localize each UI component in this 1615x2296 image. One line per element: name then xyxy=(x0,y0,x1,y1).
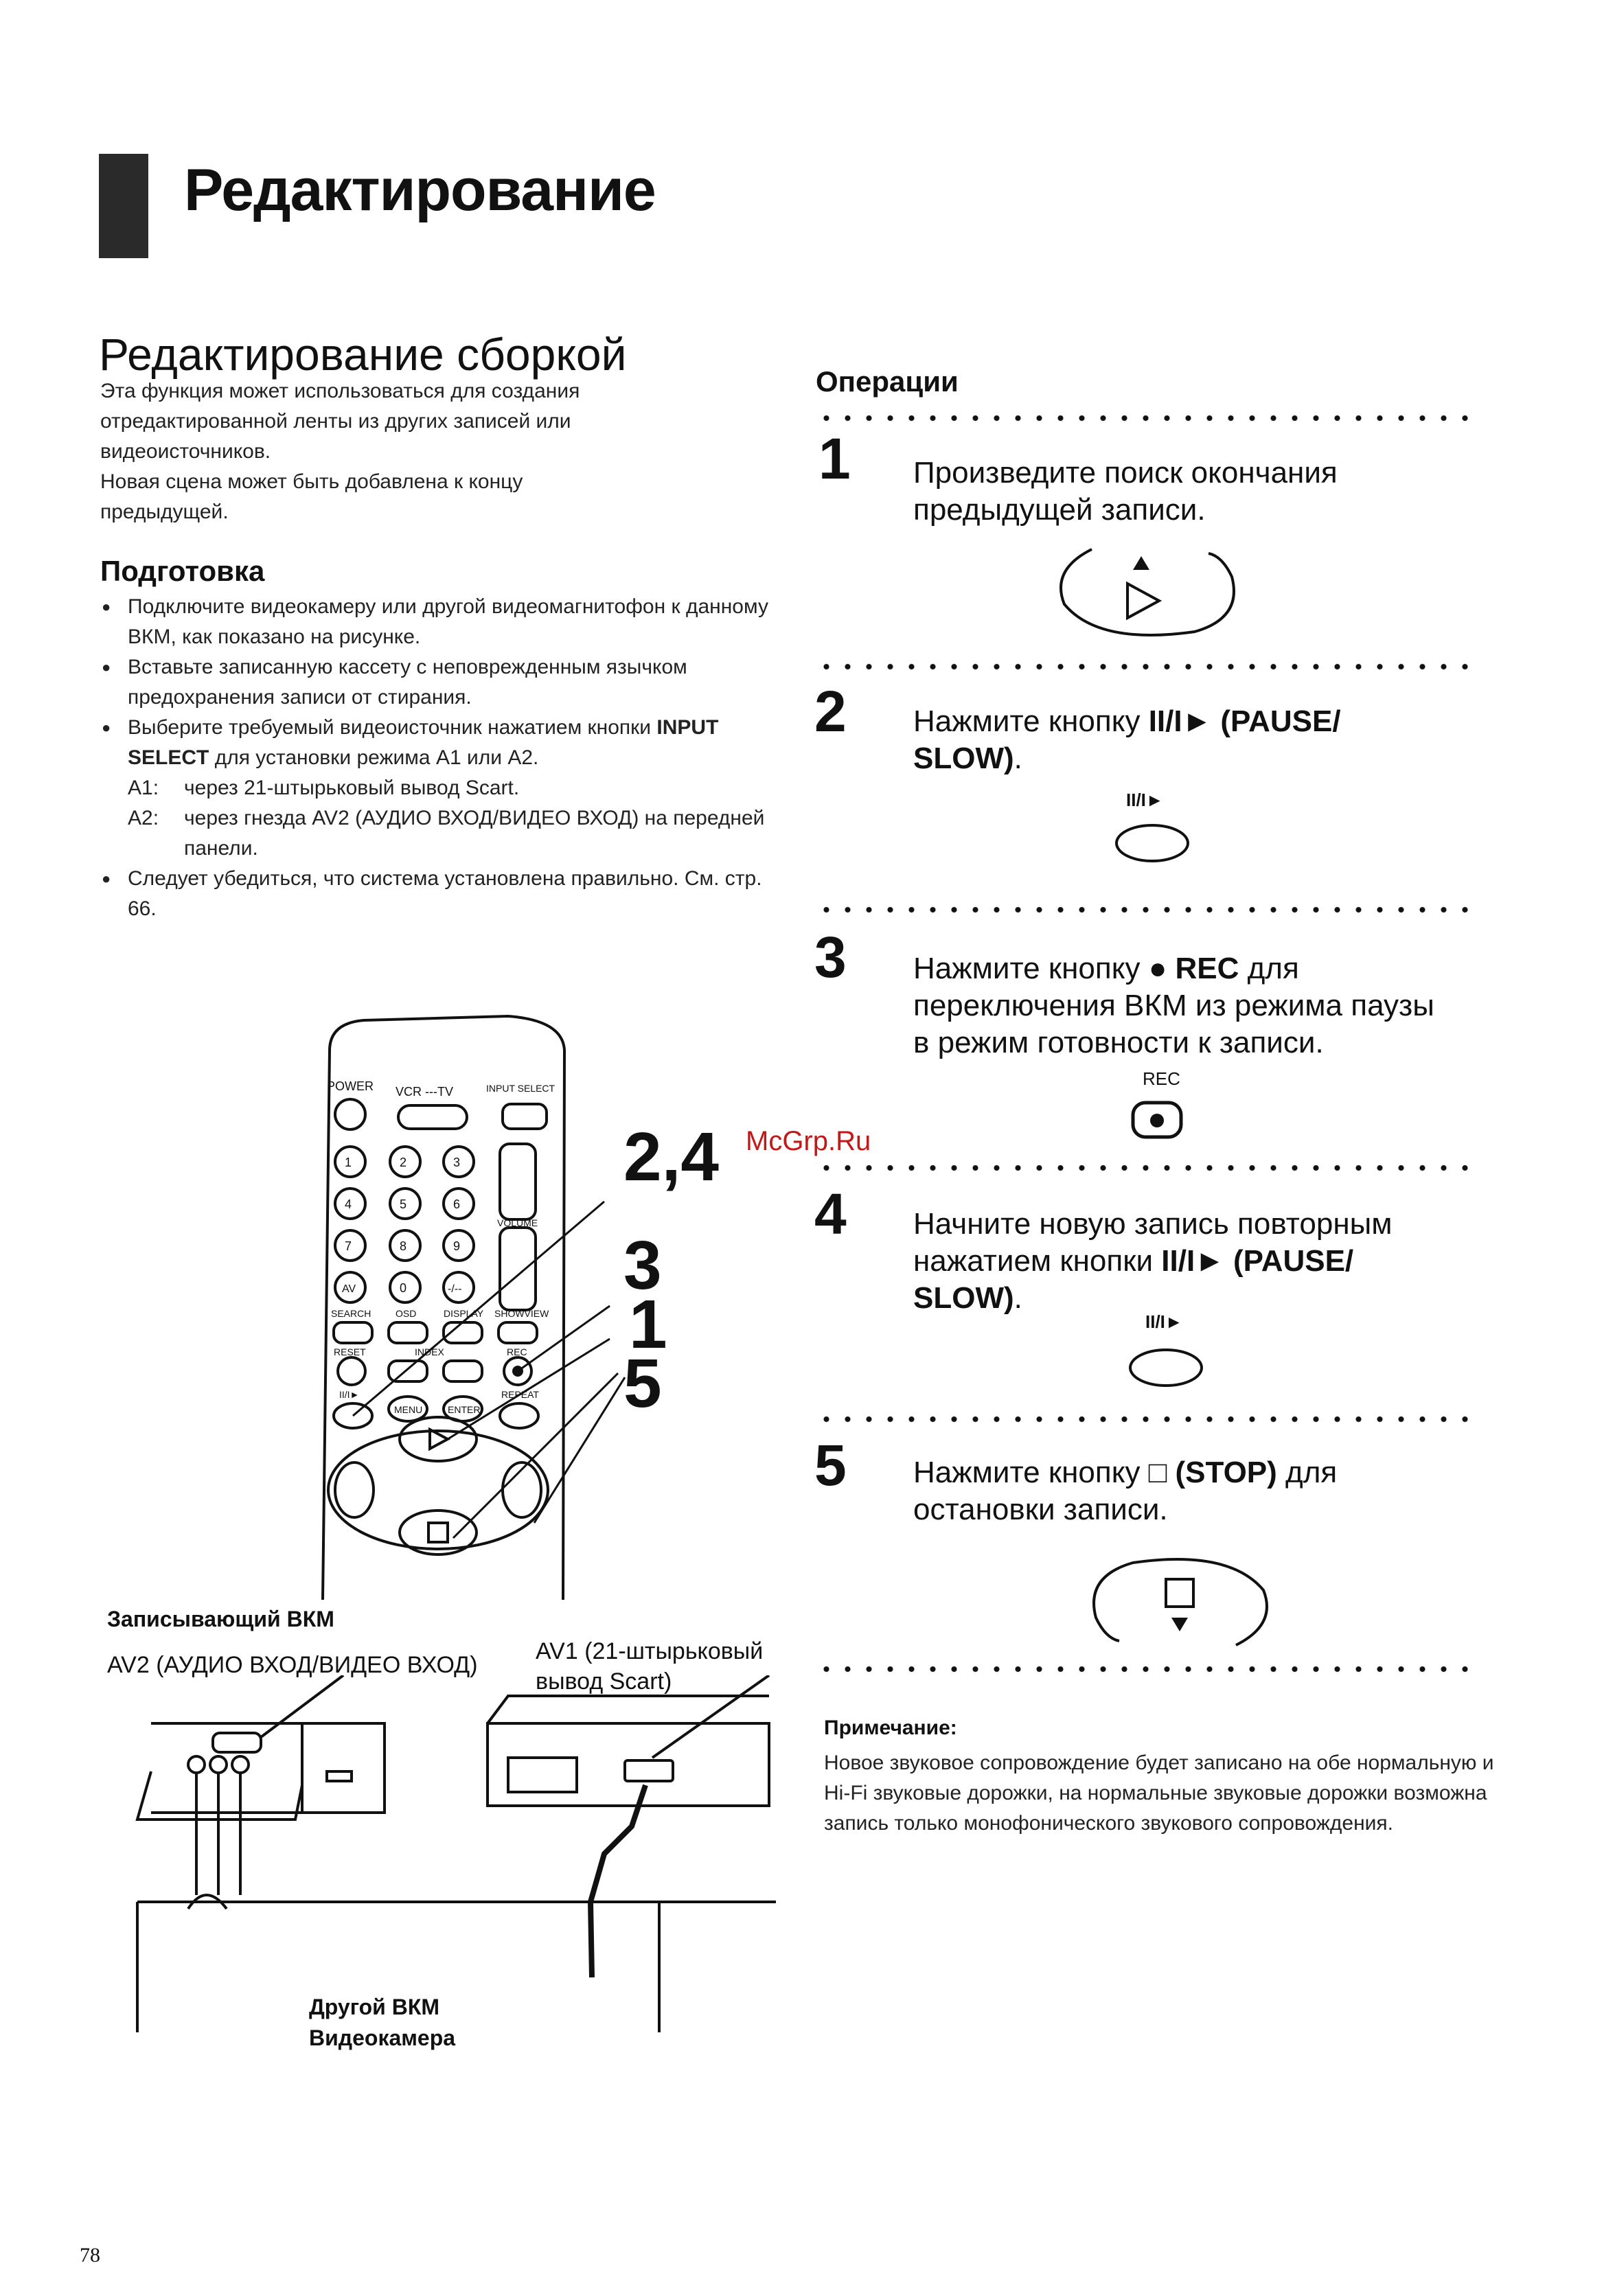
step-5-bold: □ (STOP) xyxy=(1148,1456,1277,1489)
section-title: Редактирование сборкой xyxy=(99,329,627,380)
page-title: Редактирование xyxy=(184,157,656,223)
preparation-bullet: ● Вставьте записанную кассету с неповрежденным язычком предохранения записи от стирания. xyxy=(100,652,787,713)
remote-digit: 1 xyxy=(345,1156,352,1169)
remote-digit: 4 xyxy=(345,1197,352,1211)
step-2-text xyxy=(913,703,1408,777)
stop-button-icon xyxy=(1085,1549,1277,1652)
intro-line: видеоисточников. xyxy=(100,440,271,463)
b3-post: для установки режима A1 или A2. xyxy=(209,746,539,769)
dotted-separator xyxy=(816,906,1475,913)
mode-a2 xyxy=(100,803,787,864)
remote-enter-label: ENTER xyxy=(448,1404,481,1415)
step-2-number: 2 xyxy=(814,679,847,744)
av1-label-line2: вывод Scart) xyxy=(536,1668,672,1695)
step-4-pre: Начните новую запись повторным нажатием кнопки xyxy=(913,1207,1393,1278)
step-1-number: 1 xyxy=(818,426,851,491)
remote-search-label: SEARCH xyxy=(331,1308,371,1319)
mode-a2-key: A2: xyxy=(128,807,159,829)
mode-a2-text: через гнезда AV2 (АУДИО ВХОД/ВИДЕО ВХОД) на передней панели. xyxy=(184,807,765,860)
rec-button-icon xyxy=(1126,1097,1195,1145)
preparation-bullet: ● Подключите видеокамеру или другой видеомагнитофон к данному ВКМ, как показано на рисунке. xyxy=(100,592,787,652)
recording-vcr-label: Записывающий ВКМ xyxy=(107,1607,334,1631)
remote-showview-label: SHOWVIEW xyxy=(494,1308,549,1319)
remote-repeat-label: REPEAT xyxy=(501,1389,539,1400)
power-button xyxy=(335,1099,365,1129)
remote-volume-label: VOLUME xyxy=(497,1217,538,1228)
preparation-bullet xyxy=(100,713,787,773)
step-5-pre: Нажмите кнопку xyxy=(913,1456,1149,1489)
remote-digit: -/-- xyxy=(448,1283,462,1295)
remote-digit: 2 xyxy=(400,1156,407,1169)
intro-line: Новая сцена может быть добавлена к концу xyxy=(100,470,523,493)
dotted-separator xyxy=(816,1416,1475,1423)
camcorder-label: Видеокамера xyxy=(309,2025,456,2050)
dotted-separator xyxy=(816,1164,1475,1171)
pause-slow-button-icon xyxy=(1126,1343,1209,1391)
callout-1: 1 xyxy=(629,1286,667,1363)
preparation-bullet: ● Следует убедиться, что система установлена правильно. См. стр. 66. xyxy=(100,864,787,924)
remote-digit: 8 xyxy=(400,1239,407,1253)
step-3-bold: ● REC xyxy=(1148,952,1239,985)
vcr-tv-switch xyxy=(398,1105,467,1129)
other-vcr-label: Другой ВКМ xyxy=(309,1995,440,2019)
remote-menu-label: MENU xyxy=(394,1404,423,1415)
remote-power-label: POWER xyxy=(327,1079,374,1093)
input-select-label: INPUT SELECT xyxy=(128,716,719,769)
intro-text xyxy=(100,376,759,527)
remote-digit: 3 xyxy=(453,1156,461,1169)
dotted-separator xyxy=(816,663,1475,670)
remote-digit: 0 xyxy=(400,1281,407,1295)
intro-line: отредактированной ленты из других записей или xyxy=(100,410,571,433)
callout-3: 3 xyxy=(623,1227,662,1304)
note-title: Примечание: xyxy=(824,1717,957,1739)
remote-pause-label: II/I► xyxy=(339,1389,360,1400)
step-2-post: . xyxy=(1013,742,1022,775)
connection-diagram xyxy=(130,1675,790,2032)
av1-label-line1: AV1 (21-штырьковый xyxy=(536,1638,764,1664)
remote-index-label: INDEX xyxy=(415,1346,444,1357)
step-1-text: Произведите поиск окончания предыдущей записи. xyxy=(913,456,1338,527)
play-button-icon xyxy=(1051,542,1243,645)
step-3-pre: Нажмите кнопку xyxy=(913,952,1149,985)
step-4-post: . xyxy=(1013,1281,1022,1315)
step-2-bold: II/I► (PAUSE/ SLOW) xyxy=(913,704,1341,775)
pause-icon-label: II/I► xyxy=(1126,790,1164,810)
remote-reset-label: RESET xyxy=(334,1346,366,1357)
preparation-list xyxy=(100,592,787,924)
callout-5: 5 xyxy=(623,1345,662,1422)
step-5-text xyxy=(913,1454,1435,1528)
intro-line: Эта функция может использоваться для создания xyxy=(100,380,580,402)
intro-line: предыдущей. xyxy=(100,501,229,523)
note-text: Новое звуковое сопровождение будет записано на обе нормальную и Hi-Fi звуковые дорожки, на нормальные звуковые дорожки возможна запись только монофонического звукового сопровождения. xyxy=(824,1752,1494,1835)
step-4-bold: II/I► (PAUSE/ SLOW) xyxy=(913,1244,1354,1315)
step-3-number: 3 xyxy=(814,925,847,989)
preparation-title: Подготовка xyxy=(100,555,265,587)
step-5-number: 5 xyxy=(814,1433,847,1497)
rec-icon-label: REC xyxy=(1143,1068,1180,1089)
step-3-text xyxy=(913,950,1435,1061)
dotted-separator xyxy=(816,415,1475,422)
step-5-post: для остановки записи. xyxy=(913,1456,1338,1526)
step-4-number: 4 xyxy=(814,1182,847,1246)
page-number: 78 xyxy=(80,2244,100,2266)
title-bar-marker xyxy=(99,154,148,258)
remote-av-label: AV xyxy=(342,1283,356,1295)
dotted-separator xyxy=(816,1666,1475,1673)
remote-rec-label: REC xyxy=(507,1346,527,1357)
step-4-text xyxy=(913,1206,1456,1317)
callout-2-4: 2,4 xyxy=(623,1118,720,1195)
mode-a1 xyxy=(100,773,787,803)
input-select-button xyxy=(503,1104,547,1129)
remote-digit: 5 xyxy=(400,1197,407,1211)
remote-digit: 7 xyxy=(345,1239,352,1253)
remote-input-select-label: INPUT SELECT xyxy=(486,1083,555,1094)
mode-a1-key: A1: xyxy=(128,777,159,799)
pause-slow-button-icon xyxy=(1112,818,1195,866)
remote-digit: 9 xyxy=(453,1239,461,1253)
remote-vcr-tv-label: VCR ---TV xyxy=(396,1085,453,1099)
remote-osd-label: OSD xyxy=(396,1308,417,1319)
watermark: McGrp.Ru xyxy=(746,1126,871,1156)
mode-a1-text: через 21-штырьковый вывод Scart. xyxy=(184,777,520,799)
step-3-post: для переключения ВКМ из режима паузы в режим готовности к записи. xyxy=(913,952,1434,1059)
remote-display-label: DISPLAY xyxy=(444,1308,484,1319)
b3-pre: Выберите требуемый видеоисточник нажатием кнопки xyxy=(128,716,657,739)
step-2-pre: Нажмите кнопку xyxy=(913,704,1149,738)
operations-title: Операции xyxy=(816,365,959,398)
av2-label: AV2 (АУДИО ВХОД/ВИДЕО ВХОД) xyxy=(107,1652,478,1678)
remote-digit: 6 xyxy=(453,1197,461,1211)
pause-icon-label: II/I► xyxy=(1145,1311,1183,1332)
